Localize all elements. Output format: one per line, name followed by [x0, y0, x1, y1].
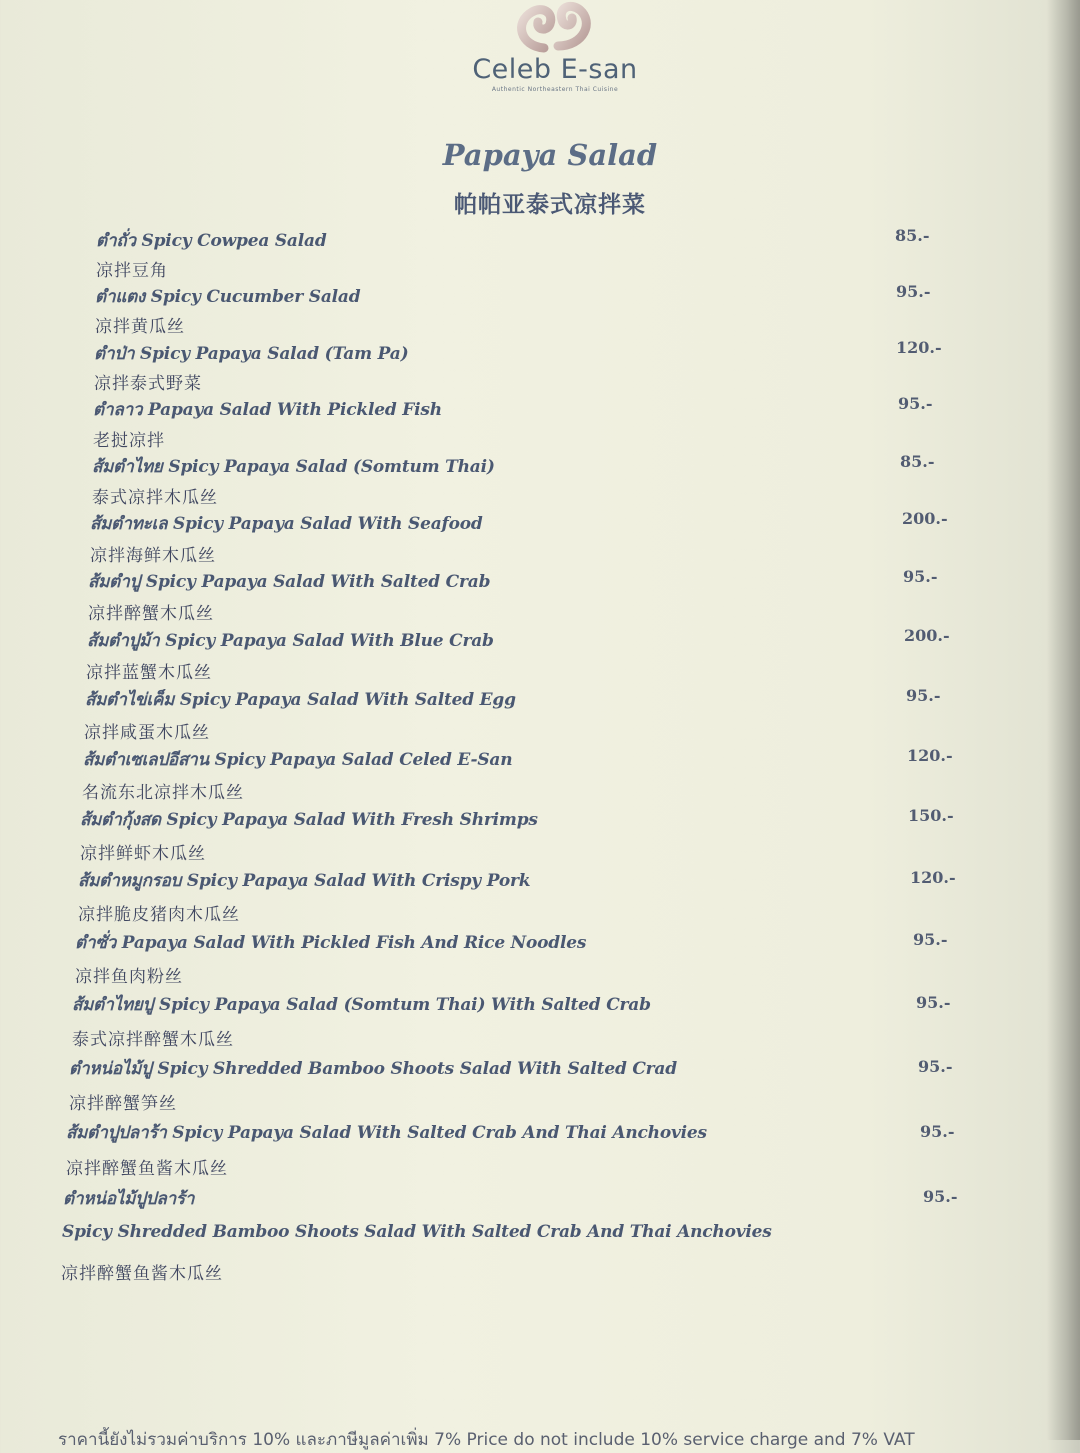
menu-item-name: ตำหน่อไม้ปู Spicy Shredded Bamboo Shoots Salad With Salted Crad	[69, 1059, 677, 1079]
menu-item-name: ตำลาว Papaya Salad With Pickled Fish	[93, 400, 442, 420]
menu-item-chinese: 凉拌醉蟹鱼酱木瓜丝	[61, 1264, 223, 1284]
menu-item-price: 85.-	[895, 226, 930, 245]
menu-item-price: 120.-	[896, 338, 942, 357]
section-subtitle: 帕帕亚泰式凉拌菜	[454, 192, 646, 218]
menu-item-name: ส้มตำไทยปู Spicy Papaya Salad (Somtum Thai) With Salted Crab	[72, 995, 651, 1015]
menu-item-price: 95.-	[906, 686, 941, 705]
menu-item-chinese: 凉拌醉蟹笋丝	[69, 1094, 177, 1114]
menu-item-chinese: 凉拌黄瓜丝	[95, 317, 185, 337]
menu-item-chinese: 凉拌醉蟹木瓜丝	[88, 604, 214, 624]
menu-item-name: ส้มตำเซเลปอีสาน Spicy Papaya Salad Celed E-San	[83, 750, 513, 770]
menu-item-name: ตำป่า Spicy Papaya Salad (Tam Pa)	[94, 344, 409, 364]
brand-name: Celeb E-san	[472, 54, 638, 85]
menu-item-name: ตำซั่ว Papaya Salad With Pickled Fish And Rice Noodles	[75, 933, 587, 953]
menu-item-price: 95.-	[918, 1057, 953, 1076]
menu-item-chinese: 名流东北凉拌木瓜丝	[82, 783, 244, 803]
menu-item-name: ตำหน่อไม้ปูปลาร้า	[63, 1189, 195, 1209]
menu-item-chinese: 凉拌鲜虾木瓜丝	[80, 844, 206, 864]
menu-item-name: ส้มตำไทย Spicy Papaya Salad (Somtum Thai)	[92, 457, 495, 477]
menu-item-name: ส้มตำกุ้งสด Spicy Papaya Salad With Fresh Shrimps	[80, 810, 538, 830]
section-title: Papaya Salad	[442, 138, 658, 172]
menu-item-price: 95.-	[903, 567, 938, 586]
menu-item-chinese: 老挝凉拌	[93, 431, 165, 451]
menu-item-chinese: 泰式凉拌木瓜丝	[92, 488, 218, 508]
menu-item-price: 85.-	[900, 452, 935, 471]
menu-item-price: 95.-	[913, 930, 948, 949]
menu-item-name-english: Spicy Shredded Bamboo Shoots Salad With Salted Crab And Thai Anchovies	[62, 1222, 772, 1242]
menu-item-name: ส้มตำไข่เค็ม Spicy Papaya Salad With Salted Egg	[85, 690, 516, 710]
menu-item-name: ตำแตง Spicy Cucumber Salad	[95, 287, 361, 307]
menu-item-name: ส้มตำปูม้า Spicy Papaya Salad With Blue Crab	[87, 631, 494, 651]
menu-item-price: 95.-	[898, 394, 933, 413]
menu-item-price: 95.-	[896, 282, 931, 301]
menu-item-price: 95.-	[923, 1187, 958, 1206]
menu-item-price: 120.-	[907, 746, 953, 765]
menu-item-price: 95.-	[916, 993, 951, 1012]
brand-tagline: Authentic Northeastern Thai Cuisine	[491, 86, 619, 93]
menu-item-chinese: 泰式凉拌醉蟹木瓜丝	[72, 1030, 234, 1050]
menu-item-chinese: 凉拌泰式野菜	[94, 374, 202, 394]
menu-item-name: ส้มตำทะเล Spicy Papaya Salad With Seafood	[90, 514, 483, 534]
menu-item-price: 150.-	[908, 806, 954, 825]
restaurant-logo	[470, 0, 650, 100]
menu-item-chinese: 凉拌豆角	[96, 261, 168, 281]
menu-item-chinese: 凉拌咸蛋木瓜丝	[84, 723, 210, 743]
menu-item-price: 95.-	[920, 1122, 955, 1141]
menu-item-name: ส้มตำปู Spicy Papaya Salad With Salted Crab	[88, 572, 491, 592]
menu-item-chinese: 凉拌海鲜木瓜丝	[90, 546, 216, 566]
menu-item-chinese: 凉拌脆皮猪肉木瓜丝	[78, 905, 240, 925]
menu-item-chinese: 凉拌醉蟹鱼酱木瓜丝	[66, 1159, 228, 1179]
menu-item-chinese: 凉拌鱼肉粉丝	[75, 967, 183, 987]
menu-item-price: 200.-	[902, 509, 948, 528]
menu-item-name: ส้มตำปูปลาร้า Spicy Papaya Salad With Salted Crab And Thai Anchovies	[66, 1123, 707, 1143]
menu-item-name: ส้มตำหมูกรอบ Spicy Papaya Salad With Crispy Pork	[78, 871, 531, 891]
footer-note: ราคานี้ยังไม่รวมค่าบริการ 10% และภาษีมูลค่าเพิ่ม 7% Price do not include 10% service charge and 7% VAT	[58, 1430, 915, 1450]
menu-item-chinese: 凉拌蓝蟹木瓜丝	[86, 663, 212, 683]
menu-item-price: 120.-	[910, 868, 956, 887]
logo-swirl-icon	[500, 0, 610, 56]
menu-item-name: ตำถั่ว Spicy Cowpea Salad	[96, 231, 327, 251]
menu-item-price: 200.-	[904, 626, 950, 645]
